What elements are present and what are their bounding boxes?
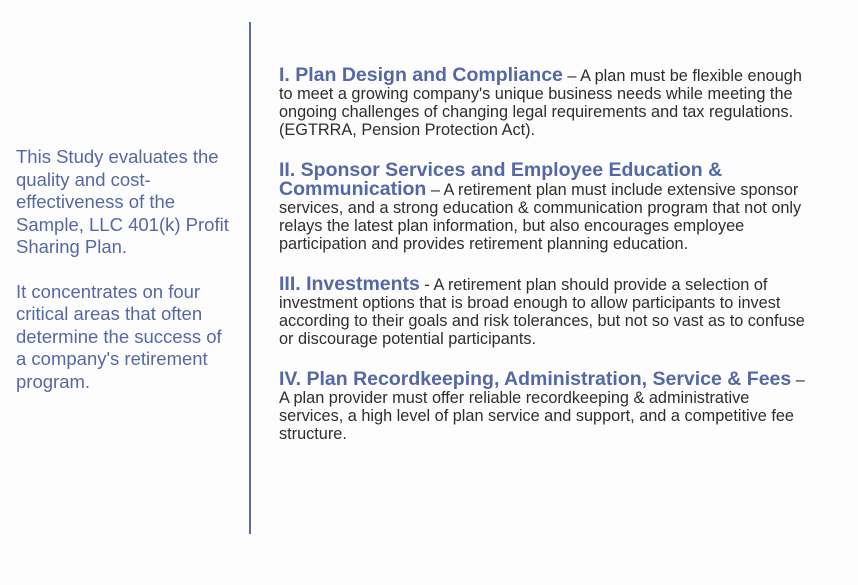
section-sponsor-services (279, 161, 809, 253)
section-title: IV. Plan Recordkeeping, Administration, Service & Fees (279, 368, 792, 390)
section-title: III. Investments (279, 273, 420, 295)
section-body: A retirement plan must include extensive sponsor services, and a strong education & communication program that not only relays the latest plan information, but also encourages employee participation and provides retirement planning education. (279, 181, 802, 253)
critical-areas-list (279, 66, 809, 443)
section-separator: – (562, 67, 581, 85)
section-separator: - (419, 276, 434, 294)
section-separator: – (791, 371, 805, 389)
section-separator: – (426, 181, 444, 199)
intro-paragraph-focus: It concentrates on four critical areas that often determine the success of a company's retirement program. (16, 280, 222, 392)
section-body: A plan must be flexible enough to meet a growing company's unique business needs while meeting the ongoing challenges of changing legal requirements and tax regulations. (EGTRRA, Pension Protection Act). (279, 67, 802, 139)
section-investments (279, 275, 809, 348)
section-recordkeeping (279, 370, 809, 443)
section-body: A retirement plan should provide a selection of investment options that is broad enough to allow participants to invest according to their goals and risk tolerances, but not so vast as to confuse or discourage potential participants. (279, 276, 805, 348)
section-title: I. Plan Design and Compliance (279, 64, 563, 86)
section-plan-design (279, 66, 809, 139)
vertical-divider (249, 22, 251, 534)
intro-sidebar (16, 146, 231, 393)
intro-paragraph-study: This Study evaluates the quality and cost-effectiveness of the Sample, LLC 401(k) Profit Sharing Plan. (16, 146, 229, 257)
section-body: A plan provider must offer reliable recordkeeping & administrative services, a high level of plan service and support, and a competitive fee structure. (279, 389, 794, 443)
section-title: II. Sponsor Services and Employee Education & Communication (279, 159, 723, 200)
